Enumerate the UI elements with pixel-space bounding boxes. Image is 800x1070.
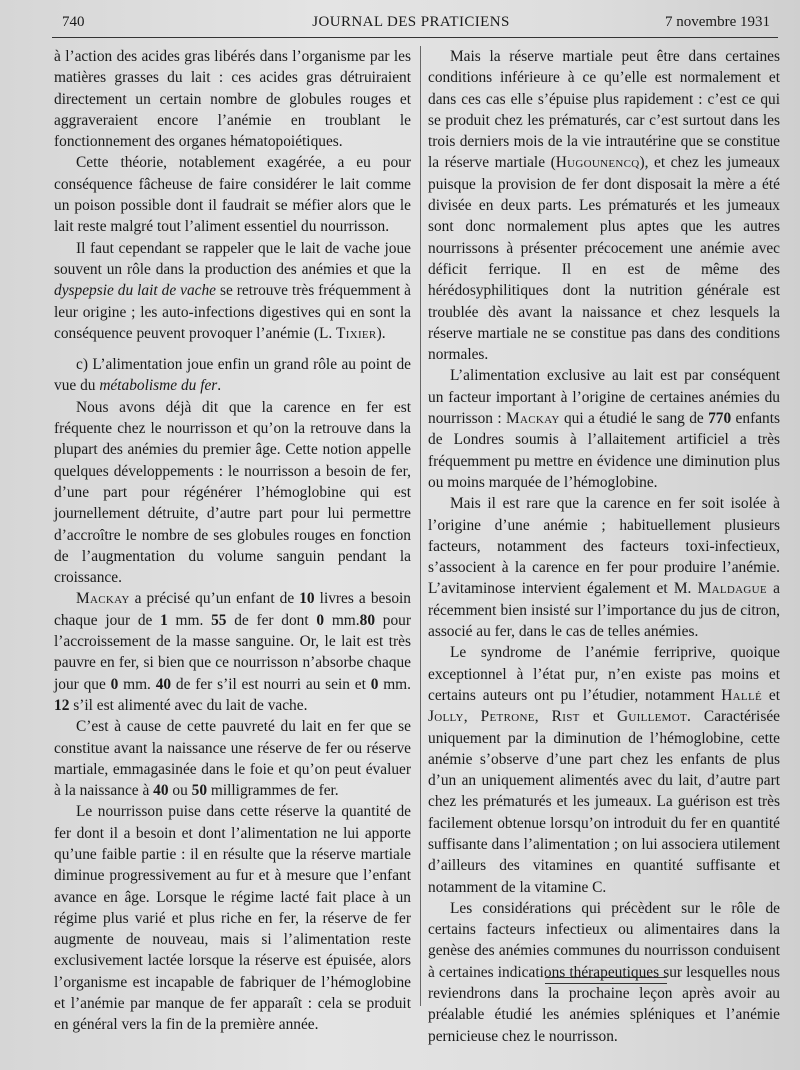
paragraph: Le syndrome de l’anémie ferriprive, quoique exceptionnel à l’état pur, n’en existe pas moins et certains auteurs ont pu l’étudier, notamment Hallé et Jolly, Petrone, Rist et Guillemot. Caractérisée uniquement par la diminution de l’hémoglobine, cette anémie s’observe d’une part chez les enfants de plus d’un an uniquement alimentés avec du lait, d’autre part chez les prématurés et les jumeaux. La guérison est très facilement obtenue lorsqu’on introduit du fer en quantité suffisante dans l’alimentation ; on lui associera utilement d’ailleurs des vitamines en quantité suffisante et notamment de la vitamine C. [428,644,780,896]
paragraph: Mais il est rare que la carence en fer soit isolée à l’origine d’une anémie ; habituellement plusieurs facteurs, notamment des facteurs toxi-infectieux, s’associent à la carence en fer pour produire l’anémie. L’avitaminose intervient également et M. Maldague a récemment bien insisté sur l’importance du jus de citron, associé au fer, dans le cas de telles anémies. [428,495,780,641]
paragraph: C’est à cause de cette pauvreté du lait en fer que se constitue avant la naissance une réserve de fer ou réserve martiale, emmagasinée dans le foie et qu’on peut évaluer à la naissance à 40 ou 50 milligrammes de fer. [54,718,411,800]
author-name: Rist [551,708,580,726]
author-name: Hallé [721,686,762,704]
journal-title: JOURNAL DES PRATICIENS [312,14,510,30]
author-name: Hugounencq [555,154,640,172]
paragraph: L’alimentation exclusive au lait est par conséquent un facteur important à l’origine de certaines anémies du nourrisson : Mackay qui a étudié le sang de 770 enfants de Londres soumis à l’allaitement artificiel a très fréquemment pu mettre en évidence une diminution plus ou moins marquée de l’hémoglobine. [428,367,780,491]
running-header [52,14,770,36]
paragraph: Mais la réserve martiale peut être dans certaines conditions inférieure à ce qu’elle est normalement et dans ces cas elle s’épuise plus rapidement : c’est ce qui se produit chez les prématurés, car c’est surtout dans les trois derniers mois de la vie intrautérine que se constitue la réserve martiale (Hugounencq), et chez les jumeaux puisque la provision de fer dont disposait la mère a été divisée en deux parts. Les prématurés et les jumeaux sont donc normalement plus aptes que les autres nourrissons à présenter précocement une anémie avec déficit ferrique. Il en est de même des hérédosyphilitiques dont la nutrition générale est troublée dès avant la naissance et chez lesquels la réserve martiale ne se constitue pas dans des conditions normales. [428,48,780,364]
end-rule-bottom [545,983,667,984]
issue-date: 7 novembre 1931 [665,14,770,30]
author-name: Mackay [76,590,130,608]
paragraph: à l’action des acides gras libérés dans l’organisme par les matières grasses du lait : ces acides gras détruiraient directement un certain nombre de globules rouges et aggraveraient encore l’anémie en troublant le fonctionnement des organes hématopoiétiques. [54,48,411,151]
paragraph: Le nourrisson puise dans cette réserve la quantité de fer dont il a besoin et dont l’alimentation ne lui apporte qu’une faible partie : il en résulte que la réserve martiale diminue progressivement au fur et à mesure que l’enfant avance en âge. Lorsque le régime lacté fait place à un régime plus varié et plus riche en fer, la réserve de fer augmente de nouveau, mais si l’alimentation reste exclusivement lactée lorsque la réserve est épuisée, alors l’organisme est incapable de fabriquer de l’hémoglobine et l’anémie par manque de fer apparaît : cela se produit en général vers la fin de la première année. [54,803,411,1034]
paragraph: Les considérations qui précèdent sur le rôle de certains facteurs infectieux ou alimentaires dans la genèse des anémies communes du nourrisson conduisent à certaines indications thérapeutiques sur lesquelles nous reviendrons dans la prochaine leçon après avoir au préalable étudié les anémies spléniques et l’anémie pernicieuse chez le nourrisson. [428,899,780,1045]
author-name: Petrone [480,708,535,726]
author-name: Jolly [428,708,464,726]
author-name: Guillemot [616,708,687,726]
paragraph: Il faut cependant se rappeler que le lait de vache joue souvent un rôle dans la production des anémies et que la dyspepsie du lait de vache se retrouve très fréquemment à leur origine ; les auto-infections digestives qui en sont la conséquence peuvent provoquer l’anémie (L. Tixier). [54,239,411,342]
author-name: Mackay [506,410,560,428]
section-heading-paragraph: c) L’alimentation joue enfin un grand rôle au point de vue du métabolisme du fer. [54,356,411,395]
paragraph: Cette théorie, notablement exagérée, a eu pour conséquence fâcheuse de faire considérer le lait comme un poison possible dont il faudrait se méfier alors que le lait reste malgré tout l’aliment essentiel du nourrisson. [54,154,411,236]
end-rule-top [545,977,667,978]
author-name: Tixier [336,324,377,342]
left-column [54,46,411,1036]
page-number: 740 [62,14,85,30]
right-column [428,46,780,1047]
header-rule [52,37,778,38]
author-name: Maldague [697,580,767,598]
column-divider [420,46,421,1006]
paragraph: Nous avons déjà dit que la carence en fer est fréquente chez le nourrisson et qu’on la retrouve dans la plupart des anémies du premier âge. Cette notion appelle quelques développements : le nourrisson a besoin de fer, d’une part pour régénérer l’hémoglobine qui est journellement détruite, d’autre part pour lui permettre d’accroître le nombre de ses globules rouges en fonction de l’augmentation du volume sanguin pendant la croissance. [54,398,411,587]
paragraph: Mackay a précisé qu’un enfant de 10 livres a besoin chaque jour de 1 mm. 55 de fer dont 0 mm.80 pour l’accroissement de la masse sanguine. Or, le lait est très pauvre en fer, si bien que ce nourrisson n’absorbe chaque jour que 0 mm. 40 de fer s’il est nourri au sein et 0 mm. 12 s’il est alimenté avec du lait de vache. [54,590,411,714]
